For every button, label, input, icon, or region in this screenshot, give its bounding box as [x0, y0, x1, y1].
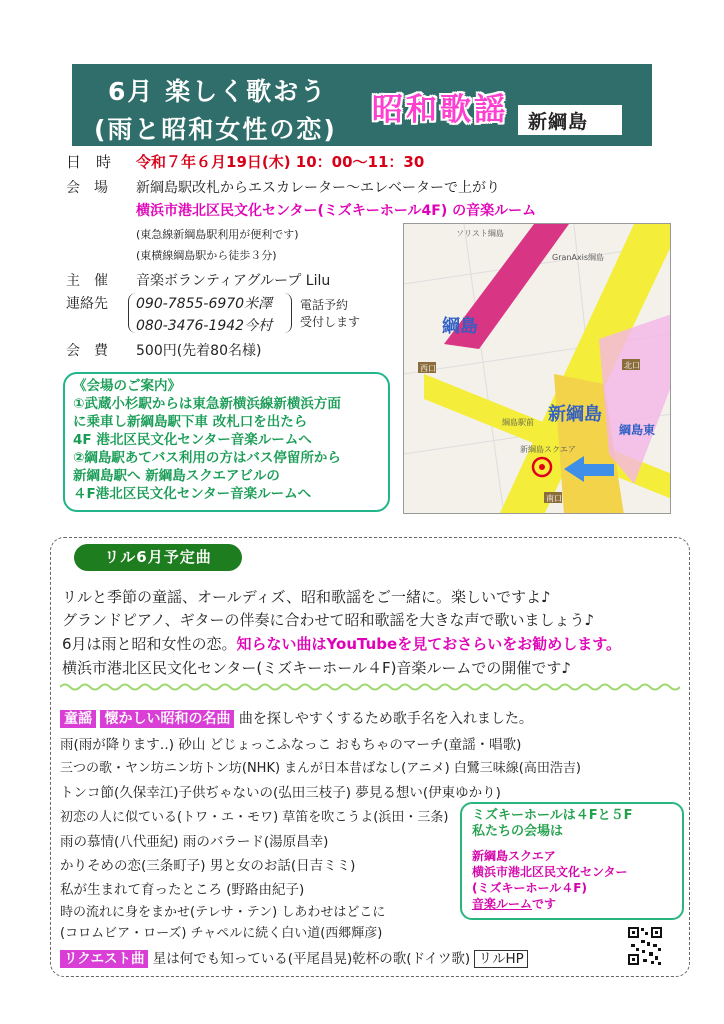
song-line: (コロムビア・ローズ) チャペルに続く白い道(西郷輝彦): [60, 926, 383, 941]
song-line: 雨(雨が降ります‥) 砂山 どじょっこふなっこ おもちゃのマーチ(童謡・唱歌): [60, 737, 522, 753]
contact-row: 連絡先 090-7855-6970米澤: [66, 296, 273, 312]
intro-line: リルと季節の童謡、オールディズ、昭和歌謡をご一緒に。楽しいですよ♪: [62, 588, 551, 606]
title-banner: [72, 64, 652, 146]
map-label: 南口: [546, 494, 562, 503]
guide-line: に乗車し新綱島駅下車 改札口を出たら: [73, 414, 308, 430]
guide-line: 新綱島駅へ 新綱島スクエアビルの: [73, 468, 280, 484]
song-line: トンコ節(久保幸江)子供ぢゃないの(弘田三枝子) 夢見る想い(伊東ゆかり): [60, 785, 501, 801]
songs-badge: リル6月予定曲: [74, 544, 242, 571]
location-label: 新綱島: [518, 105, 622, 135]
intro-line: 横浜市港北区民文化センター(ミズキーホール４F)音楽ルームでの開催です♪: [62, 659, 572, 677]
organizer-value: 音楽ボランティアグループ Lilu: [136, 273, 331, 289]
guide-line: ４F港北区民文化センター音楽ルームへ: [73, 486, 312, 502]
song-line: かりそめの恋(三条町子) 男と女のお話(日吉ミミ): [60, 858, 356, 874]
guide-title: 《会場のご案内》: [73, 378, 181, 394]
date-row: 日 時 令和７年６月19日(木) 10：00〜11：30: [66, 153, 425, 171]
map-label-shintsunashima: 新綱島: [548, 404, 602, 425]
organizer-row: 主 催 音楽ボランティアグループ Lilu: [66, 273, 331, 289]
tag-doyo: 童謡: [60, 710, 96, 728]
fee-row: 会 費 500円(先着80名様): [66, 343, 262, 359]
wave-divider: [60, 682, 680, 692]
intro-line: グランドピアノ、ギターの伴奏に合わせて昭和歌謡を大きな声で歌いましょう♪: [62, 611, 595, 629]
song-line: 三つの歌・ヤン坊ニン坊トン坊(NHK) まんが日本昔ばなし(アニメ) 白鷺三味線(高田浩吉): [60, 761, 581, 776]
venue-row: 会 場 新綱島駅改札からエスカレーター〜エレベーターで上がり: [66, 180, 500, 196]
map-graphic: [404, 224, 671, 514]
bracket-left: [128, 293, 137, 333]
phone-note-1: 電話予約: [300, 298, 349, 312]
category-title: 昭和歌謡: [372, 92, 508, 128]
tag-note: 曲を探しやすくするため歌手名を入れました。: [238, 711, 533, 727]
venue-line-2: 横浜市港北区民文化センター(ミズキーホール4F) の音楽ルーム: [136, 203, 537, 219]
request-text: 星は何でも知っている(平尾昌晃)乾杯の歌(ドイツ歌): [152, 951, 471, 967]
title-line-2: (雨と昭和女性の恋): [94, 115, 337, 144]
guide-line: 4F 港北区民文化センター音楽ルームへ: [73, 432, 312, 448]
map-label-east: 綱島東: [619, 423, 656, 437]
tags-row: [60, 708, 533, 728]
map-label: 北口: [624, 361, 640, 370]
song-line: 雨の慕情(八代亜紀) 雨のバラード(湯原昌幸): [60, 834, 329, 850]
tag-request: リクエスト曲: [60, 950, 148, 968]
map-label: 綱島駅前: [502, 418, 534, 427]
hp-link[interactable]: リルHP: [474, 950, 527, 968]
map-label: ソリスト綱島: [456, 229, 504, 238]
song-line: 初恋の人に似ている(トワ・エ・モワ) 草笛を吹こうよ(浜田・三条): [60, 810, 449, 825]
map-label-tsunashima: 綱島: [442, 316, 478, 337]
guide-line: ②綱島駅あてバス利用の方はバス停留所から: [73, 450, 341, 466]
venue-note-1: (東急線新綱島駅利用が便利です): [136, 228, 299, 241]
title-line-1: 6月 楽しく歌おう: [108, 77, 328, 106]
song-line: 時の流れに身をまかせ(テレサ・テン) しあわせはどこに: [60, 905, 386, 920]
phone-1: 090-7855-6970米澤: [136, 296, 273, 312]
request-row: [60, 947, 528, 967]
hall-info-box: ミズキーホールは４Fと５F 私たちの会場は 新綱島スクエア 横浜市港北区民文化センター (ミズキーホール４F) 音楽ルームです: [460, 802, 684, 920]
venue-note-2: (東横線綱島駅から徒歩３分): [136, 249, 277, 262]
venue-line-1: 新綱島駅改札からエスカレーター〜エレベーターで上がり: [136, 180, 500, 196]
date-value: 令和７年６月19日(木) 10：00〜11：30: [136, 153, 425, 171]
area-map: [403, 223, 671, 514]
map-label: GranAxis綱島: [552, 253, 605, 262]
intro-line: 6月は雨と昭和女性の恋。知らない曲はYouTubeを見ておさらいをお勧めします。: [62, 635, 621, 653]
tag-showa: 懐かしい昭和の名曲: [100, 710, 234, 728]
qr-code-icon[interactable]: [627, 926, 663, 966]
phone-note-2: 受付します: [300, 315, 361, 329]
bracket-right: [283, 293, 292, 333]
guide-line: ①武蔵小杉駅からは東急新横浜線新横浜方面: [73, 396, 341, 412]
venue-guide-box: [63, 372, 390, 512]
map-label: 新綱島スクエア: [520, 445, 576, 454]
map-label: 西口: [420, 364, 436, 373]
fee-value: 500円(先着80名様): [136, 343, 262, 359]
phone-2: 080-3476-1942今村: [136, 318, 273, 334]
song-line: 私が生まれて育ったところ (野路由紀子): [60, 882, 305, 898]
